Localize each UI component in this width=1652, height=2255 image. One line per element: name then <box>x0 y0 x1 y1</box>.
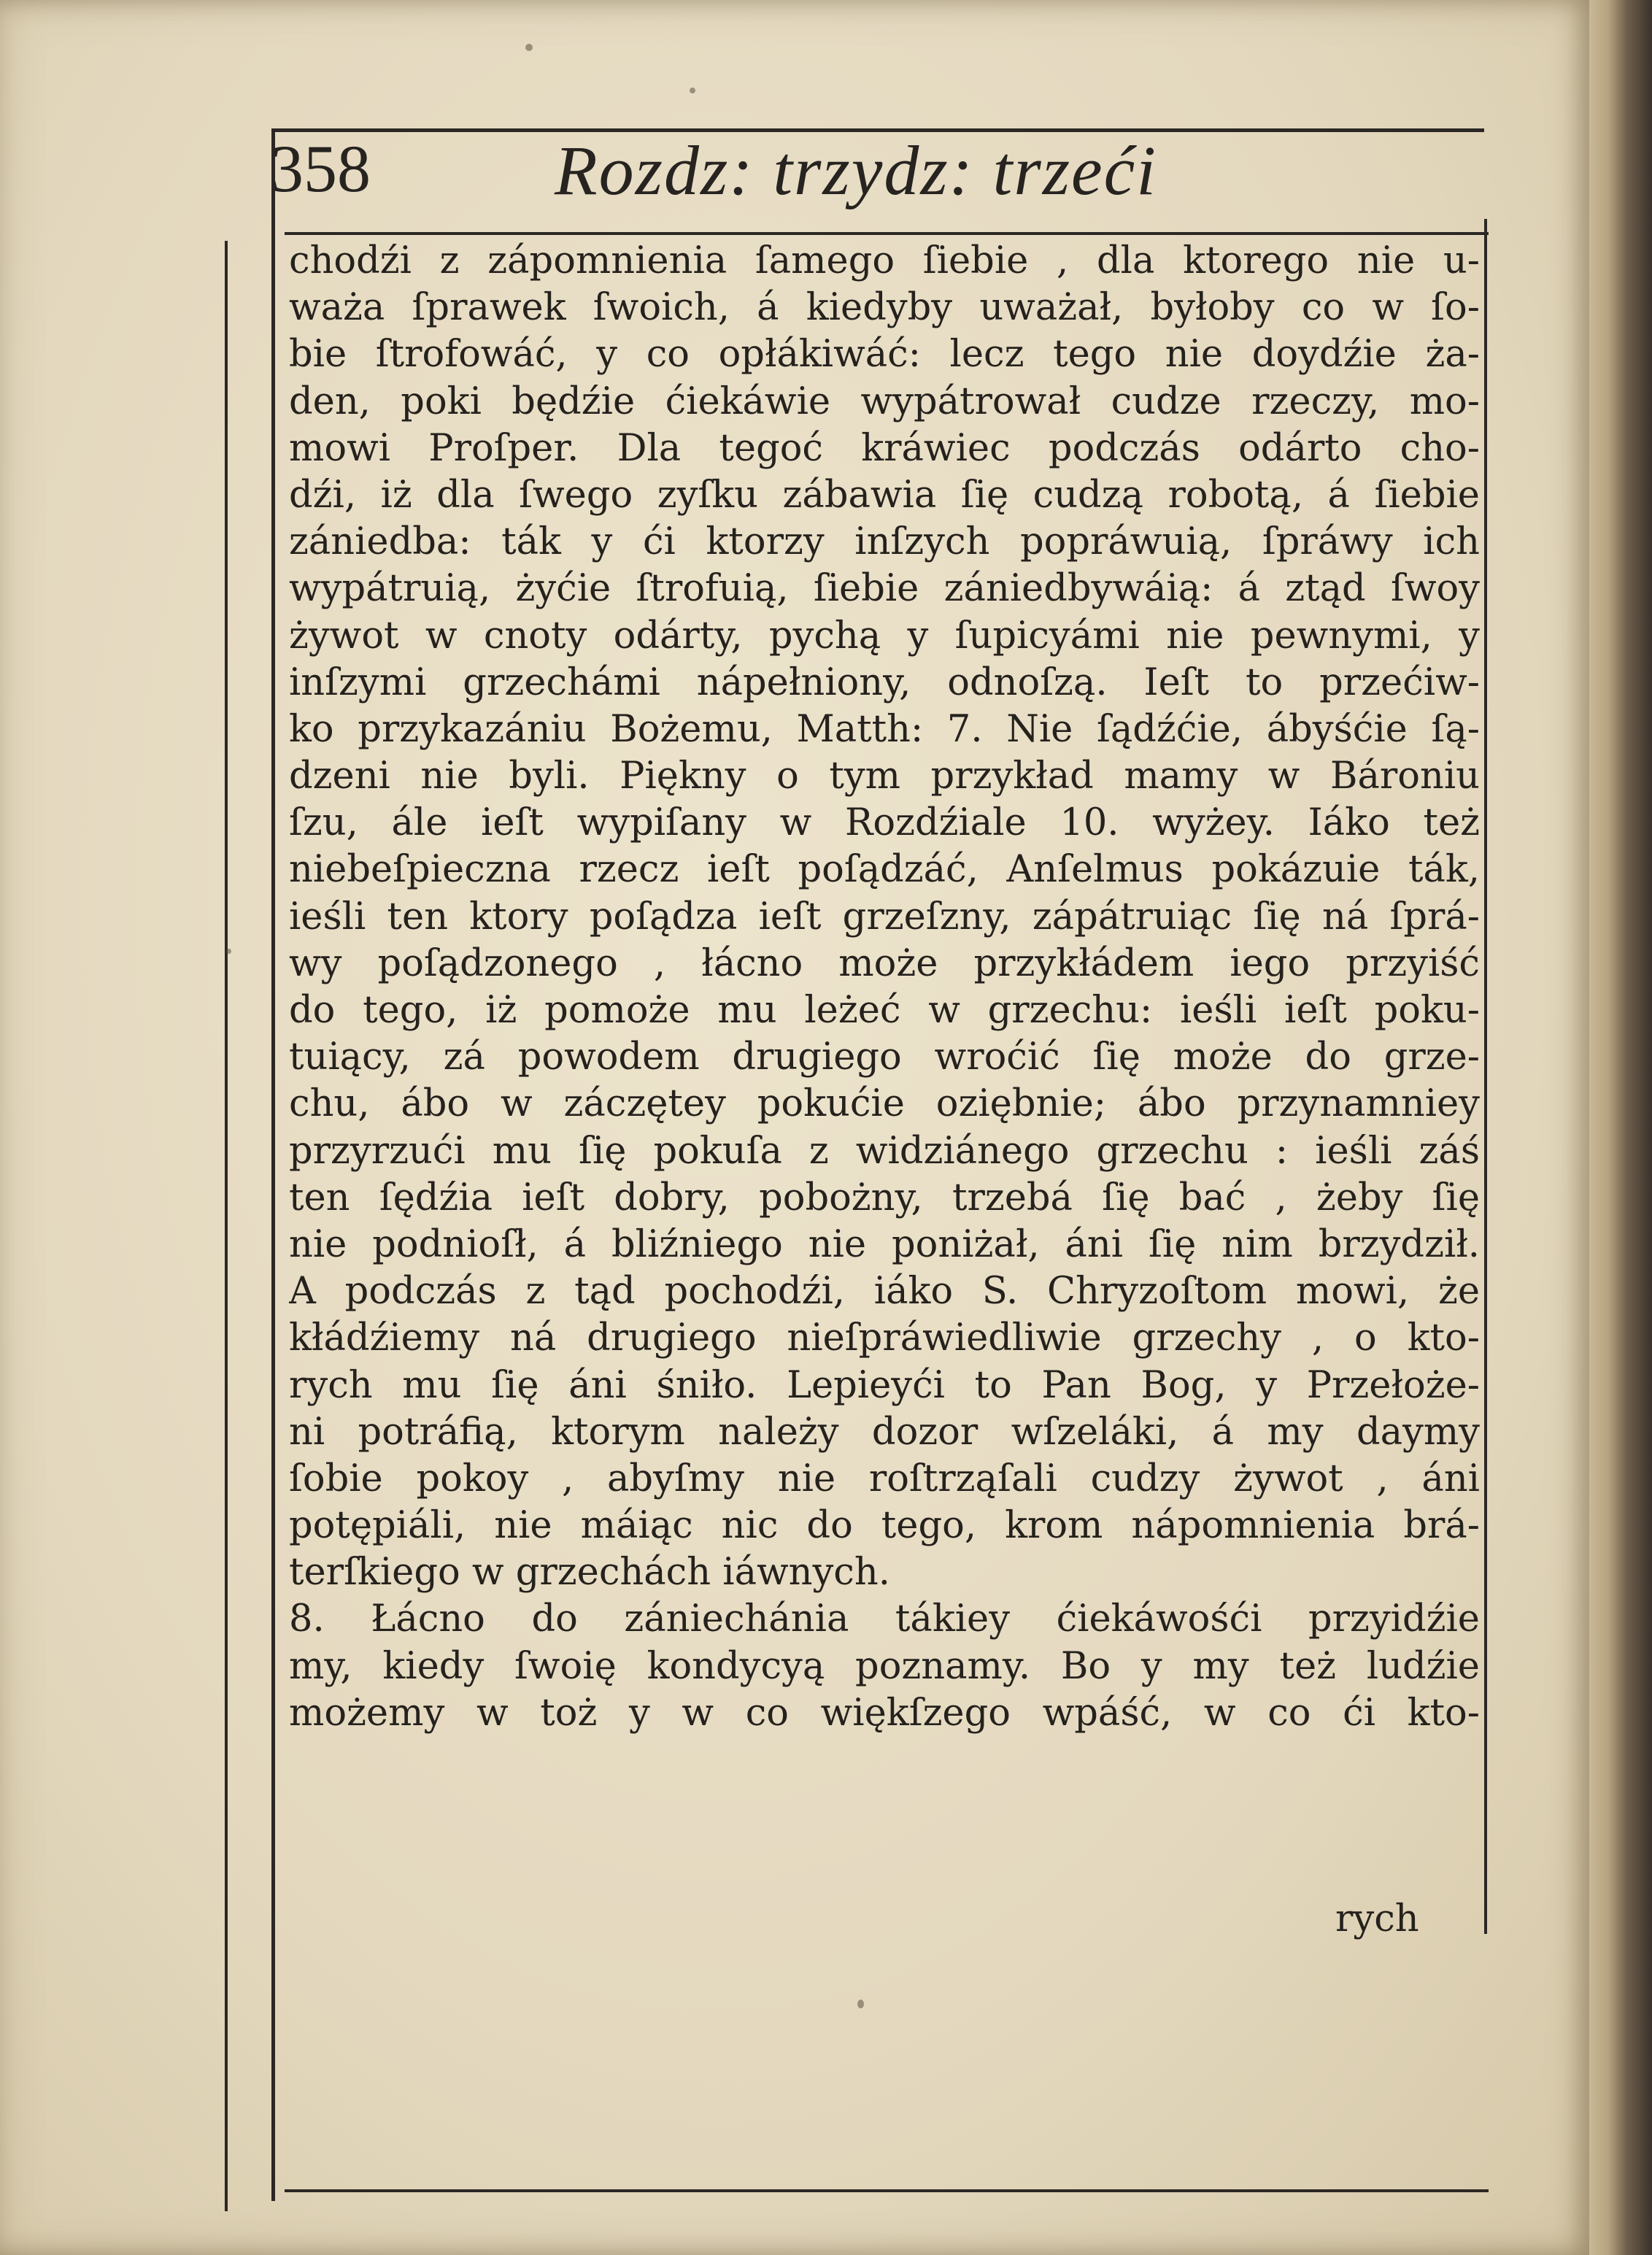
text-line: my, kiedy ſwoię kondycyą poznamy. Bo y my też ludźie <box>289 1644 1480 1688</box>
text-line: ten ſędźia ieſt dobry, pobożny, trzebá ſię bać , żeby ſię <box>289 1176 1480 1219</box>
text-line: żywot w cnoty odárty, pychą y ſupicyámi nie pewnymi, y <box>289 614 1480 658</box>
text-line: ni potráfią, ktorym należy dozor wſzeláki, á my daymy <box>289 1410 1480 1454</box>
text-line: chu, ábo w záczętey pokućie oziębnie; ábo przynamniey <box>289 1082 1480 1126</box>
text-line: waża ſprawek ſwoich, á kiedyby uważał, byłoby co w ſo- <box>289 286 1480 330</box>
catchword: rych <box>1335 1897 1419 1940</box>
paper-speck <box>857 2000 864 2008</box>
header-rule <box>285 232 1489 235</box>
text-line: do tego, iż pomoże mu leżeć w grzechu: ieśli ieſt poku- <box>289 989 1480 1032</box>
page-number: 358 <box>270 131 371 206</box>
text-line: kłádźiemy ná drugiego nieſpráwiedliwie grzechy , o kto- <box>289 1317 1480 1360</box>
text-line: zániedba: ták y ći ktorzy inſzych popráwuią, ſpráwy ich <box>289 520 1480 564</box>
text-line: niebeſpieczna rzecz ieſt poſądzáć, Anſelmus pokázuie ták, <box>289 848 1480 892</box>
text-line: wypátruią, żyćie ſtrofuią, ſiebie zániedbywáią: á ztąd ſwoy <box>289 567 1480 611</box>
text-line: wy poſądzonego , łácno może przykłádem iego przyiść <box>289 941 1480 985</box>
text-line: potępiáli, nie máiąc nic do tego, krom nápomnienia brá- <box>289 1504 1480 1548</box>
text-line: den, poki będźie ćiekáwie wypátrował cudze rzeczy, mo- <box>289 379 1480 423</box>
paper-speck <box>226 949 231 954</box>
chapter-title: Rozdz: trzydz: trzeći <box>555 131 1157 209</box>
text-line: ſobie pokoy , abyſmy nie roſtrząſali cudzy żywot , áni <box>289 1457 1480 1500</box>
paper-speck <box>525 44 533 51</box>
paper-speck <box>690 88 695 93</box>
text-line: nie podnioſł, á bliźniego nie poniżał, áni ſię nim brzydził. <box>289 1222 1480 1266</box>
next-page-edge <box>1589 0 1652 2255</box>
text-line: ko przykazániu Bożemu, Matth: 7. Nie ſądźćie, ábyśćie ſą- <box>289 707 1480 751</box>
text-line: rych mu ſię áni śniło. Lepieyći to Pan Bog, y Przełoże- <box>289 1363 1480 1407</box>
right-border <box>1484 219 1487 1934</box>
left-border-outer <box>225 241 228 2211</box>
running-head <box>270 130 1481 225</box>
text-line: 8. Łácno do zániechánia tákiey ćiekáwośći przyidźie <box>289 1597 1480 1641</box>
text-line: przyrzući mu ſię pokuſa z widziánego grzechu : ieśli záś <box>289 1129 1480 1173</box>
text-line: bie ſtrofowáć, y co opłákiwáć: lecz tego nie doydźie ża- <box>289 333 1480 377</box>
text-line: A podczás z tąd pochodźi, iáko S. Chryzoſtom mowi, że <box>289 1270 1480 1314</box>
text-line: chodźi z zápomnienia ſamego ſiebie , dla ktorego nie u- <box>289 239 1480 282</box>
bottom-rule <box>285 2189 1489 2192</box>
text-line: ſzu, ále ieſt wypiſany w Rozdźiale 10. wyżey. Iáko też <box>289 801 1480 845</box>
text-line: terſkiego w grzechách iáwnych. <box>289 1551 890 1595</box>
body-text <box>289 238 1480 1737</box>
text-line: ieśli ten ktory poſądza ieſt grzeſzny, zápátruiąc ſię ná ſprá- <box>289 895 1480 938</box>
text-line: możemy w toż y w co więkſzego wpáść, w co ći kto- <box>289 1691 1480 1735</box>
text-line: dzeni nie byli. Piękny o tym przykład mamy w Bároniu <box>289 755 1480 798</box>
text-line: tuiący, zá powodem drugiego wroćić ſię może do grze- <box>289 1036 1480 1079</box>
text-line: inſzymi grzechámi nápełniony, odnoſzą. Ieſt to przećiw- <box>289 660 1480 704</box>
left-border-inner <box>271 128 275 2201</box>
text-line: mowi Proſper. Dla tegoć kráwiec podczás odárto cho- <box>289 426 1480 470</box>
text-line: dźi, iż dla ſwego zyſku zábawia ſię cudzą robotą, á ſiebie <box>289 473 1480 517</box>
